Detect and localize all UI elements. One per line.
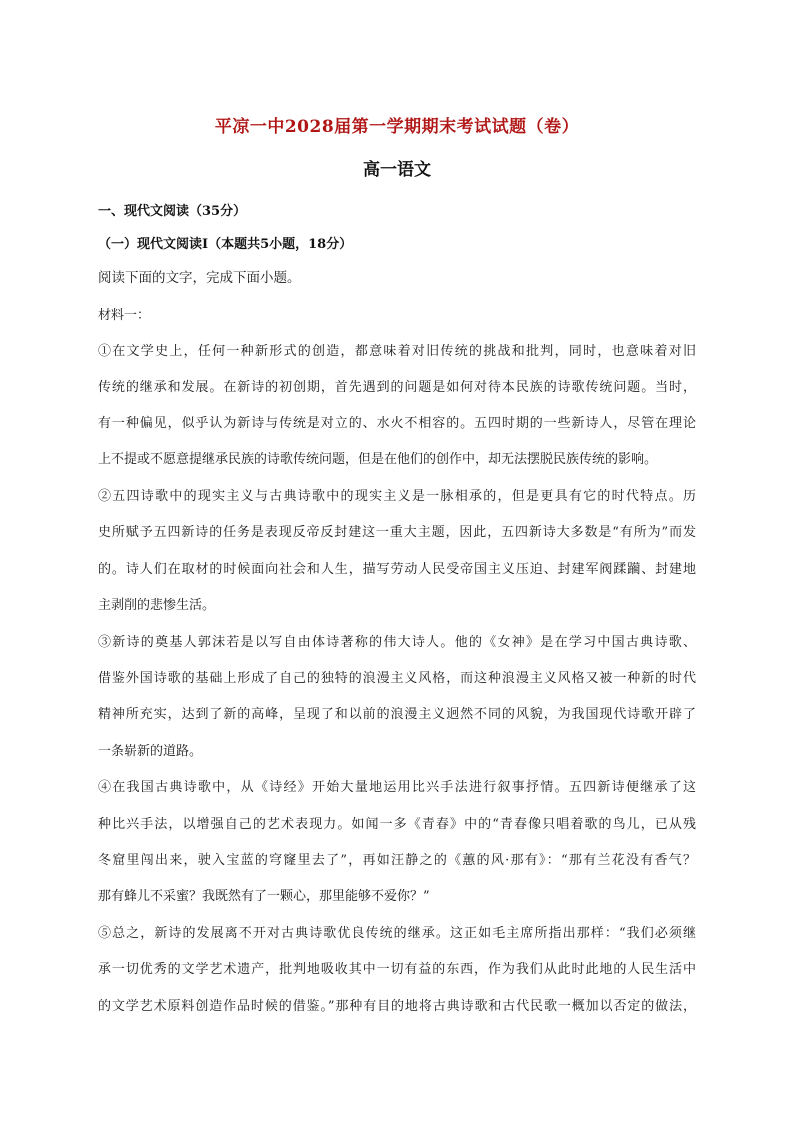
paragraph-line: 借鉴外国诗歌的基础上形成了自己的独特的浪漫主义风格，而这种浪漫主义风格又被一种新的时代 — [98, 671, 696, 686]
paragraph-line: ②五四诗歌中的现实主义与古典诗歌中的现实主义是一脉相承的，但是更具有它的时代特点。历 — [98, 489, 696, 504]
subject-title: 高一语文 — [363, 160, 431, 180]
paragraph-line: 传统的继承和发展。在新诗的初创期，首先遇到的问题是如何对待本民族的诗歌传统问题。当时， — [98, 380, 696, 395]
exam-title: 平凉一中2028届第一学期期末考试试题（卷） — [214, 117, 580, 137]
paragraph-line: 精神所充实，达到了新的高峰，呈现了和以前的浪漫主义迥然不同的风貌，为我国现代诗歌开辟了 — [98, 707, 696, 722]
instruction-text: 阅读下面的文字，完成下面小题。 — [98, 270, 301, 286]
paragraph-line: 种比兴手法，以增强自己的艺术表现力。如闻一多《青春》中的“青春像只唱着歌的鸟儿，已从残 — [98, 817, 696, 832]
paragraph-line: ⑤总之，新诗的发展离不开对古典诗歌优良传统的继承。这正如毛主席所指出那样：“我们必须继 — [98, 926, 696, 941]
paragraph-line: 有一种偏见，似乎认为新诗与传统是对立的、水火不相容的。五四时期的一些新诗人，尽管在理论 — [98, 416, 696, 431]
paragraph-line: 主剥削的悲惨生活。 — [98, 598, 216, 613]
paragraph-line: 上不提或不愿意提继承民族的诗歌传统问题，但是在他们的创作中，却无法摆脱民族传统的影响。 — [98, 452, 658, 467]
paragraph-line: ④在我国古典诗歌中，从《诗经》开始大量地运用比兴手法进行叙事抒情。五四新诗便继承了这 — [98, 780, 696, 795]
paragraph-line: ①在文学史上，任何一种新形式的创造，都意味着对旧传统的挑战和批判，同时，也意味着对旧 — [98, 344, 696, 359]
paragraph-line: 的文学艺术原料创造作品时候的借鉴。”那种有目的地将古典诗歌和古代民歌一概加以否定的做法， — [98, 999, 696, 1014]
subsection-heading: （一）现代文阅读Ⅰ（本题共5小题，18分） — [98, 237, 353, 252]
paragraph-line: 的。诗人们在取材的时候面向社会和人生，描写劳动人民受帝国主义压迫、封建军阀蹂躏、封建地 — [98, 562, 696, 577]
paragraph-line: 那有蜂儿不采蜜？我既然有了一颗心，那里能够不爱你？” — [98, 889, 430, 904]
paragraph-line: 史所赋予五四新诗的任务是表现反帝反封建这一重大主题，因此，五四新诗大多数是“有所为”而发 — [98, 525, 696, 540]
material-label: 材料一： — [98, 308, 151, 323]
paragraph-line: 冬窟里闯出来，驶入宝蓝的穹窿里去了”，再如汪静之的《蕙的风·那有》：“那有兰花没有香气？ — [98, 853, 696, 868]
paragraph-line: 一条崭新的道路。 — [98, 744, 203, 759]
paragraph-line: 承一切优秀的文学艺术遗产，批判地吸收其中一切有益的东西，作为我们从此时此地的人民生活中 — [98, 962, 696, 977]
paragraph-line: ③新诗的奠基人郭沫若是以写自由体诗著称的伟大诗人。他的《女神》是在学习中国古典诗歌、 — [98, 635, 696, 650]
section-heading: 一、现代文阅读（35分） — [98, 204, 247, 219]
